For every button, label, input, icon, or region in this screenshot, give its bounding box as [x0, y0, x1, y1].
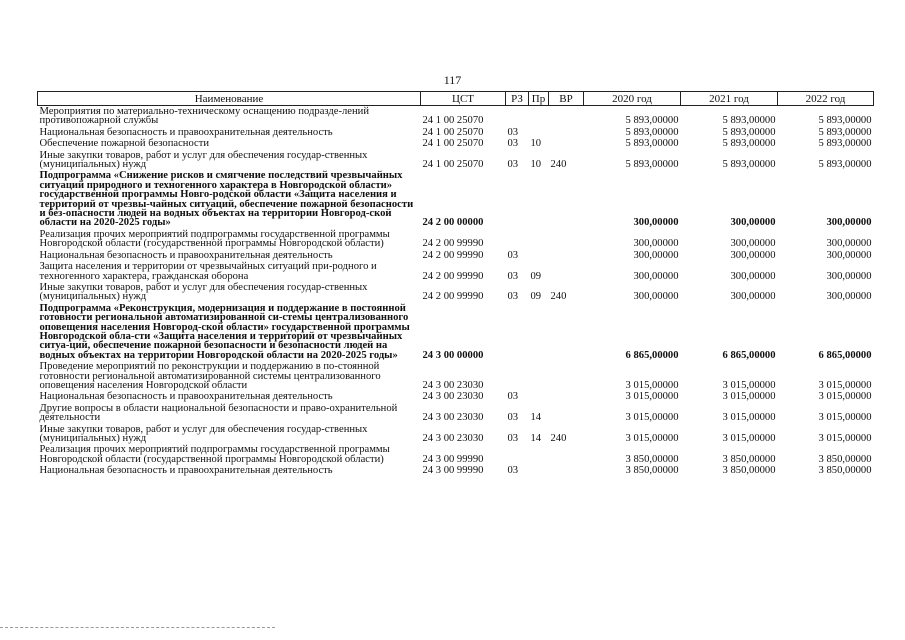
row-2022-cell: 300,00000 — [826, 217, 872, 229]
table-row — [38, 250, 874, 261]
row-rz-cell — [506, 106, 529, 127]
row-pr-cell: 10 — [530, 138, 542, 150]
row-rz-cell: 03 — [507, 412, 519, 424]
row-2020-cell: 3 850,00000 — [625, 453, 679, 465]
row-pr-cell — [529, 127, 549, 138]
column-header-rz: РЗ — [506, 92, 529, 106]
row-code-cell: 24 3 00 23030 — [422, 379, 484, 391]
row-code-cell: 24 2 00 99990 — [422, 291, 484, 303]
table-row — [38, 127, 874, 138]
row-rz-cell — [506, 229, 529, 250]
row-2020-cell: 3 850,00000 — [625, 465, 679, 477]
row-code-cell: 24 1 00 25070 — [422, 126, 484, 138]
table-row — [38, 229, 874, 250]
row-2021-cell: 5 893,00000 — [722, 126, 776, 138]
row-2021-cell: 3 015,00000 — [722, 391, 776, 403]
row-name-cell: Реализация прочих мероприятий подпрограммы государственной программы Новгородской области (государственной программы Новгородской области) — [39, 228, 390, 250]
row-rz-cell — [506, 170, 529, 228]
row-pr-cell — [529, 250, 549, 261]
row-vr-cell — [549, 250, 584, 261]
table-row — [38, 150, 874, 171]
row-2022-cell: 300,00000 — [826, 270, 872, 282]
row-name-cell: Защита населения и территории от чрезвычайных ситуаций при-родного и техногенного характера, гражданская оборона — [39, 261, 377, 282]
row-code-cell: 24 2 00 99990 — [422, 249, 484, 261]
row-name-cell: Другие вопросы в области национальной безопасности и право-охранительной деятельности — [39, 402, 398, 424]
row-vr-cell — [549, 229, 584, 250]
row-name-cell: Национальная безопасность и правоохранительная деятельность — [39, 126, 333, 138]
row-2020-cell: 5 893,00000 — [625, 115, 679, 127]
row-vr-cell — [549, 138, 584, 149]
column-header-pr: Пр — [529, 92, 549, 106]
row-rz-cell — [506, 303, 529, 361]
row-2020-cell: 3 015,00000 — [625, 391, 679, 403]
table-body — [38, 106, 874, 477]
row-pr-cell: 09 — [530, 270, 542, 282]
table-row — [38, 424, 874, 445]
row-2020-cell: 3 015,00000 — [625, 379, 679, 391]
row-rz-cell: 03 — [507, 249, 519, 261]
row-pr-cell — [529, 465, 549, 476]
row-pr-cell: 14 — [530, 433, 542, 444]
row-2021-cell: 5 893,00000 — [722, 115, 776, 127]
column-header-2020: 2020 год — [584, 92, 681, 106]
column-header-2021: 2021 год — [681, 92, 778, 106]
row-2022-cell: 5 893,00000 — [818, 115, 872, 127]
row-rz-cell: 03 — [507, 138, 519, 150]
row-code-cell: 24 3 00 23030 — [422, 391, 484, 403]
row-2021-cell: 3 850,00000 — [722, 453, 776, 465]
page-number: 117 — [443, 73, 462, 87]
row-vr-cell — [549, 391, 584, 402]
row-2020-cell: 6 865,00000 — [625, 349, 679, 361]
row-2020-cell: 5 893,00000 — [625, 159, 679, 171]
row-name-cell: Иные закупки товаров, работ и услуг для обеспечения государ-ственных (муниципальных) нужд — [39, 149, 368, 171]
table-row — [38, 261, 874, 282]
row-rz-cell: 03 — [507, 291, 519, 303]
row-2022-cell: 300,00000 — [826, 238, 872, 250]
row-rz-cell: 03 — [507, 126, 519, 138]
row-pr-cell: 14 — [530, 412, 542, 424]
row-2022-cell: 5 893,00000 — [818, 126, 872, 138]
table-row — [38, 444, 874, 465]
table-row — [38, 465, 874, 476]
row-name-cell: Подпрограмма «Снижение рисков и смягчение последствий чрезвычайных ситуаций природного и техногенного характера в Новгородской области» государственной программы Новго-родской области «Защита населения и территорий от чрезвы-чайных ситуаций, обеспечение пожарной безопасности и без-опасности людей на водных объектах на территории Новгород-ской области на 2020-2025 годы» — [39, 170, 414, 229]
row-pr-cell — [529, 361, 549, 391]
row-pr-cell — [529, 170, 549, 228]
column-header-vr: ВР — [549, 92, 584, 106]
budget-table — [37, 91, 874, 477]
row-vr-cell — [549, 261, 584, 282]
row-vr-cell — [549, 106, 584, 127]
row-vr-cell — [549, 444, 584, 465]
table-row — [38, 282, 874, 303]
row-2020-cell: 3 015,00000 — [625, 412, 679, 424]
row-pr-cell — [529, 444, 549, 465]
row-2022-cell: 3 015,00000 — [818, 391, 872, 403]
row-pr-cell — [529, 391, 549, 402]
column-header-code: ЦСТ — [421, 92, 506, 106]
row-2020-cell: 300,00000 — [633, 291, 679, 303]
row-code-cell: 24 2 00 99990 — [422, 238, 484, 250]
row-rz-cell: 03 — [507, 159, 519, 171]
row-code-cell: 24 3 00 99990 — [422, 453, 484, 465]
row-2022-cell: 5 893,00000 — [818, 159, 872, 171]
row-2021-cell: 300,00000 — [730, 238, 776, 250]
row-vr-cell — [549, 465, 584, 476]
row-name-cell: Реализация прочих мероприятий подпрограммы государственной программы Новгородской области (государственной программы Новгородской области) — [39, 444, 390, 465]
table-row — [38, 403, 874, 424]
row-pr-cell: 09 — [530, 291, 542, 303]
row-rz-cell: 03 — [507, 465, 519, 477]
table-row — [38, 170, 874, 228]
row-code-cell: 24 1 00 25070 — [422, 115, 484, 127]
row-name-cell: Иные закупки товаров, работ и услуг для обеспечения государ-ственных (муниципальных) нужд — [39, 281, 368, 303]
row-code-cell: 24 3 00 00000 — [422, 349, 484, 361]
row-2020-cell: 300,00000 — [633, 270, 679, 282]
row-2021-cell: 3 015,00000 — [722, 433, 776, 444]
row-vr-cell — [549, 403, 584, 424]
row-vr-cell — [549, 303, 584, 361]
column-header-2022: 2022 год — [778, 92, 874, 106]
footer-divider — [0, 627, 275, 628]
row-2021-cell: 300,00000 — [730, 249, 776, 261]
row-name-cell: Иные закупки товаров, работ и услуг для обеспечения государ-ственных (муниципальных) нужд — [39, 423, 368, 444]
row-2022-cell: 3 015,00000 — [818, 412, 872, 424]
row-2021-cell: 300,00000 — [730, 270, 776, 282]
row-2022-cell: 300,00000 — [826, 249, 872, 261]
row-vr-cell — [549, 127, 584, 138]
row-rz-cell: 03 — [507, 433, 519, 444]
row-2021-cell: 5 893,00000 — [722, 159, 776, 171]
row-code-cell: 24 3 00 23030 — [422, 412, 484, 424]
row-code-cell: 24 2 00 99990 — [422, 270, 484, 282]
row-2020-cell: 300,00000 — [633, 249, 679, 261]
row-pr-cell — [529, 229, 549, 250]
row-rz-cell: 03 — [507, 270, 519, 282]
row-2020-cell: 5 893,00000 — [625, 126, 679, 138]
table-row — [38, 303, 874, 361]
row-rz-cell: 03 — [507, 391, 519, 403]
row-2020-cell: 5 893,00000 — [625, 138, 679, 150]
row-name-cell: Проведение мероприятий по реконструкции и поддержанию в по-стоянной готовности региональной автоматизированной системы централизованного оповещения населения Новгородской области — [39, 361, 381, 391]
row-name-cell: Национальная безопасность и правоохранительная деятельность — [39, 391, 333, 403]
row-2022-cell: 3 015,00000 — [818, 379, 872, 391]
row-code-cell: 24 3 00 23030 — [422, 433, 484, 444]
table-row — [38, 106, 874, 127]
row-rz-cell — [506, 361, 529, 391]
row-2020-cell: 300,00000 — [633, 217, 679, 229]
table-header-row — [38, 92, 874, 106]
row-2022-cell: 6 865,00000 — [818, 349, 872, 361]
row-vr-cell: 240 — [550, 159, 567, 171]
row-name-cell: Мероприятия по материально-техническому оснащению подразде-лений противопожарной службы — [39, 106, 370, 127]
row-2021-cell: 300,00000 — [730, 217, 776, 229]
row-name-cell: Подпрограмма «Реконструкция, модернизация и поддержание в постоянной готовности региональной автоматизированной си-стемы централизованного оповещения населения Новгород-ской области» государственной программы Новгородской обла-сти «Защита населения и территорий от чрезвычайных ситуа-ций, обеспечение пожарной безопасности и безопасности людей на водных объектах на территории Новгородской области на 2020-2025 годы» — [39, 302, 410, 361]
row-vr-cell: 240 — [550, 433, 567, 444]
row-vr-cell — [549, 361, 584, 391]
row-2022-cell: 3 850,00000 — [818, 465, 872, 477]
row-code-cell: 24 2 00 00000 — [422, 217, 484, 229]
row-code-cell: 24 1 00 25070 — [422, 159, 484, 171]
row-vr-cell — [549, 170, 584, 228]
table-row — [38, 361, 874, 391]
row-2021-cell: 5 893,00000 — [722, 138, 776, 150]
row-2021-cell: 3 015,00000 — [722, 379, 776, 391]
row-name-cell: Обеспечение пожарной безопасности — [39, 138, 210, 150]
row-2021-cell: 6 865,00000 — [722, 349, 776, 361]
row-pr-cell: 10 — [530, 159, 542, 171]
column-header-name: Наименование — [38, 92, 421, 106]
row-2020-cell: 300,00000 — [633, 238, 679, 250]
table-row — [38, 138, 874, 149]
row-pr-cell — [529, 303, 549, 361]
row-name-cell: Национальная безопасность и правоохранительная деятельность — [39, 465, 333, 477]
row-2021-cell: 3 850,00000 — [722, 465, 776, 477]
row-pr-cell — [529, 106, 549, 127]
row-code-cell: 24 1 00 25070 — [422, 138, 484, 150]
table-row — [38, 391, 874, 402]
row-2022-cell: 5 893,00000 — [818, 138, 872, 150]
row-2021-cell: 300,00000 — [730, 291, 776, 303]
row-2022-cell: 3 850,00000 — [818, 453, 872, 465]
row-vr-cell: 240 — [550, 291, 567, 303]
row-2022-cell: 3 015,00000 — [818, 433, 872, 444]
row-code-cell: 24 3 00 99990 — [422, 465, 484, 477]
row-2022-cell: 300,00000 — [826, 291, 872, 303]
row-2020-cell: 3 015,00000 — [625, 433, 679, 444]
row-name-cell: Национальная безопасность и правоохранительная деятельность — [39, 249, 333, 261]
row-rz-cell — [506, 444, 529, 465]
row-2021-cell: 3 015,00000 — [722, 412, 776, 424]
